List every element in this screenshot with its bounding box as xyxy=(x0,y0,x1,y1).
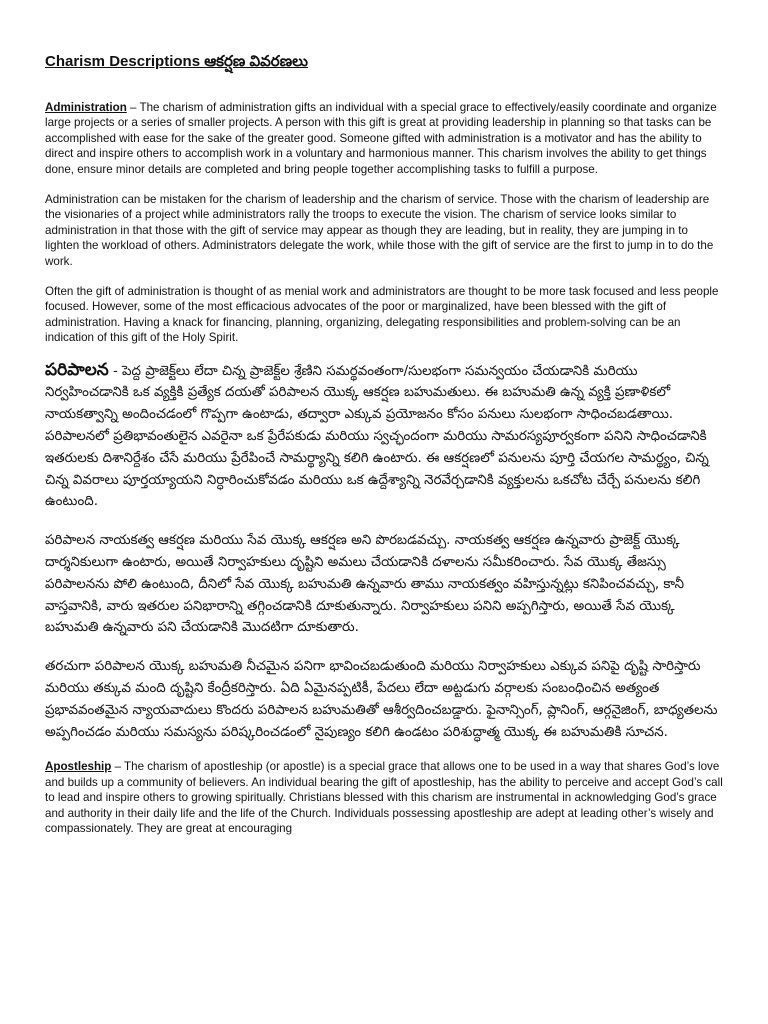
administration-paragraph-2: Administration can be mistaken for the charism of leadership and the charism of service. Those with the charism of leadership are the visionaries of a project while administrators rally the troops to execute the vision. The charism of service looks similar to administration in that those with the gift of service may appear as though they are leading, but in reality, they are jumping in to lighten the workload of others. Administrators delegate the work, while those with the gift of service are the first to jump in to do the work. xyxy=(45,193,714,268)
apostleship-text-1: – The charism of apostleship (or apostle) is a special grace that allows one to be used in a way that shares God’s love and builds up a community of believers. An individual bearing the gift of apostleship, has the ability to perceive and accept God’s call to lead and inspire others to growing spiritually. Christians blessed with this charism are instrumental in acknowledging God’s grace and authority in their daily life and the life of the Church. Individuals possessing apostleship are adept at leading other’s wisely and compassionately. They are great at encouraging xyxy=(45,760,723,836)
paripalana-paragraph-2: పరిపాలన నాయకత్వ ఆకర్షణ మరియు సేవ యొక్క ఆకర్షణ అని పొరబడవచ్చు. నాయకత్వ ఆకర్షణ ఉన్నవారు ప్రాజెక్ట్ యొక్క దార్శనికులుగా ఉంటారు, అయితే నిర్వాహకులు దృష్టిని అమలు చేయడానికి దళాలను సమీకరించారు. సేవ యొక్క తేజస్సు పరిపాలనను పోలి ఉంటుంది, దీనిలో సేవ యొక్క బహుమతి ఉన్నవారు తాము నాయకత్వం వహిస్తున్నట్లు కనిపించవచ్చు, కానీ వాస్తవానికి, వారు ఇతరుల పనిభారాన్ని తగ్గించడానికి దూకుతున్నారు. నిర్వాహకులు పనిని అప్పగిస్తారు, అయితే సేవ యొక్క బహుమతి ఉన్నవారు పని చేయడానికి మొదటిగా దూకుతారు. xyxy=(45,533,685,636)
document-page xyxy=(45,50,725,851)
administration-paragraph-3: Often the gift of administration is thought of as menial work and administrators are thought to be more task focused and less people focused. However, some of the most efficacious advocates of the poor or marginalized, have been blessed with the gift of administration. Having a knack for financing, planning, organizing, delegating responsibilities and problem-solving can be an indication of this gift of the Holy Spirit. xyxy=(45,285,719,345)
apostleship-paragraph-1 xyxy=(45,759,725,836)
paripalana-paragraph-3: తరచుగా పరిపాలన యొక్క బహుమతి నీచమైన పనిగా భావించబడుతుంది మరియు నిర్వాహకులు ఎక్కువ పనిపై దృష్టి సారిస్తారు మరియు తక్కువ మంది దృష్టిని కేంద్రీకరిస్తారు. ఏది ఏమైనప్పటికీ, పేదలు లేదా అట్టడుగు వర్గాలకు సంబంధించిన అత్యంత ప్రభావవంతమైన న్యాయవాదులు కొందరు పరిపాలన బహుమతితో ఆశీర్వదించబడ్డారు. ఫైనాన్సింగ్, ప్లానింగ్, ఆర్గనైజింగ్, బాధ్యతలను అప్పగించడం మరియు సమస్యను పరిష్కరించడంలో నైపుణ్యం కలిగి ఉండటం పరిశుద్ధాత్మ యొక్క ఈ బహుమతికి సూచన. xyxy=(45,659,718,740)
apostleship-term: Apostleship xyxy=(45,760,112,774)
administration-paragraph-1 xyxy=(45,100,725,177)
document-title: Charism Descriptions ఆకర్షణ వివరణలు xyxy=(45,53,308,70)
paripalana-paragraph-1 xyxy=(45,360,725,514)
paripalana-term: పరిపాలన xyxy=(45,359,109,380)
paripalana-text-1: - పెద్ద ప్రాజెక్ట్‌లు లేదా చిన్న ప్రాజెక్ట్‌ల శ్రేణిని సమర్థవంతంగా/సులభంగా సమన్వయం చేయడానికి మరియు నిర్వహించడానికి ఒక వ్యక్తికి ప్రత్యేక దయతో పరిపాలన యొక్క ఆకర్షణ బహుమతులు. ఈ బహుమతి ఉన్న వ్యక్తి ప్రణాళికలో నాయకత్వాన్ని అందించడంలో గొప్పగా ఉంటాడు, తద్వారా ఎక్కువ ప్రయోజనం కోసం పనులు సులభంగా సాధించబడతాయి. పరిపాలనలో ప్రతిభావంతులైన ఎవరైనా ఒక ప్రేరేపకుడు మరియు స్వచ్ఛందంగా మరియు సామరస్యపూర్వకంగా పనిని సాధించడానికి ఇతరులకు దిశానిర్దేశం చేసే మరియు ప్రేరేపించే సామర్థ్యాన్ని కలిగి ఉంటారు. ఈ ఆకర్షణలో పనులను పూర్తి చేయగల సామర్థ్యం, చిన్న చిన్న వివరాలు పూర్తయ్యాయని నిర్ధారించుకోవడం మరియు ఒక ఉద్దేశ్యాన్ని నెరవేర్చడానికి వ్యక్తులను ఒకచోట చేర్చే పనులను కలిగి ఉంటుంది. xyxy=(45,363,709,510)
administration-text-1: – The charism of administration gifts an individual with a special grace to effectively/easily coordinate and organize large projects or a series of smaller projects. A person with this gift is great at providing leadership in planning so that tasks can be accomplished with ease for the sake of the greater good. Someone gifted with administration is a motivator and has the ability to direct and inspire others to accomplish work in a voluntary and harmonious manner. This charism involves the ability to get things done, ensure minor details are completed and bring people together accomplishing tasks to fulfill a purpose. xyxy=(45,101,717,176)
administration-term: Administration xyxy=(45,101,127,114)
